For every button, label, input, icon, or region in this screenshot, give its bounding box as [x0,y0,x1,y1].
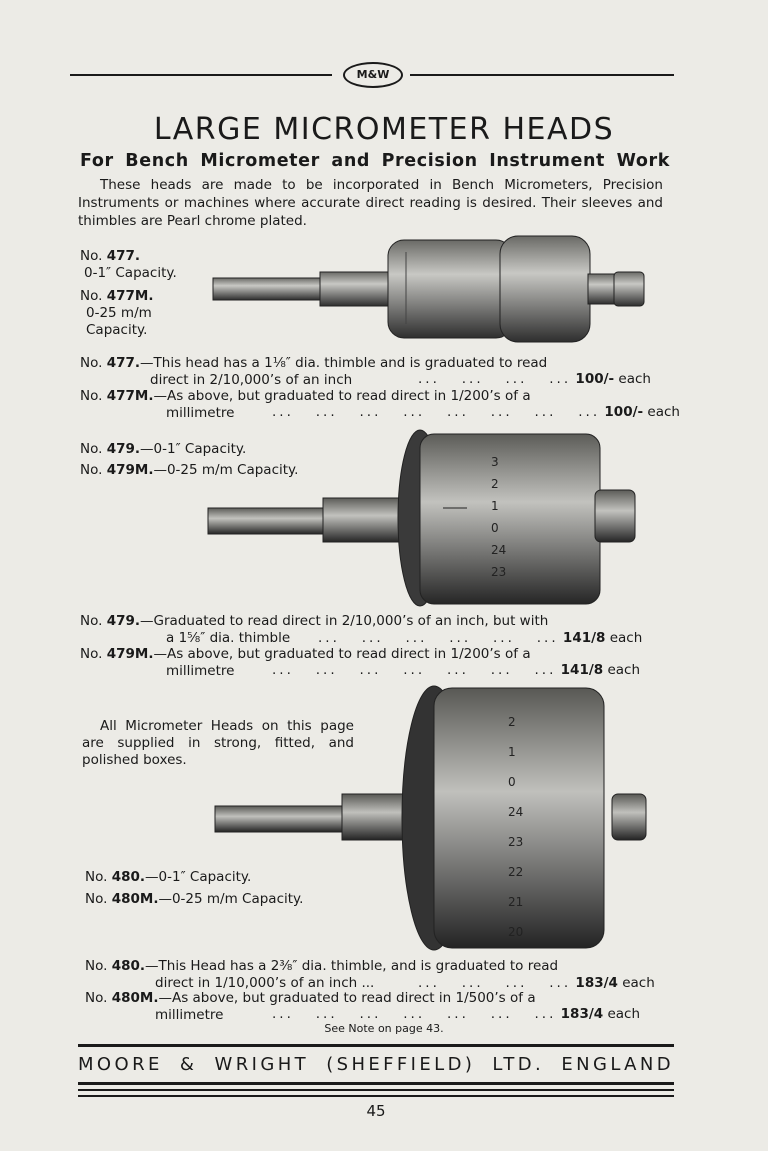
scale-mark: 24 [508,805,524,819]
scale-mark: 3 [491,455,499,469]
intro-paragraph: These heads are made to be incorporated in Bench Micrometers, Precision Instruments or machines where accurate direct reading is desired. Their sleeves and thimbles are Pearl chrome plated. [78,177,663,229]
scale-mark: 21 [508,895,524,909]
scale-mark: 2 [508,715,516,729]
top-rule-left [70,74,332,76]
footer-rule-bottom-1 [78,1082,674,1085]
micrometer-head-480-image [212,682,652,954]
desc-479: No. 479.—Graduated to read direct in 2/10,000’s of an inch, but with a 1⅝″ dia. thimble [80,613,549,646]
desc-477: No. 477.—This head has a 1⅛″ dia. thimble and is graduated to read direct in 2/10,000’s of an inch [80,355,548,388]
scale-mark: 24 [491,543,507,557]
spec-477: No. 477. 0-1″ Capacity. [80,248,177,281]
spec-480m: No. 480M.—0-25 m/m Capacity. [85,891,304,907]
price-479: ... ... ... ... ... ... 141/8 each [318,630,643,646]
spec-479: No. 479.—0-1″ Capacity. [80,441,247,457]
desc-479m: No. 479M.—As above, but graduated to read direct in 1/200’s of a millimetre [80,646,531,679]
top-rule-right [410,74,674,76]
spec-480: No. 480.—0-1″ Capacity. [85,869,252,885]
scale-mark: 23 [491,565,507,579]
scale-mark: 22 [508,865,524,879]
scale-mark: 0 [508,775,516,789]
scale-mark: 0 [491,521,499,535]
desc-480m: No. 480M.—As above, but graduated to read direct in 1/500’s of a millimetre [85,990,536,1023]
page-subtitle: For Bench Micrometer and Precision Instrument Work [80,151,670,171]
mw-logo: M&W [343,62,403,88]
footer-rule-top [78,1044,674,1047]
boxes-note: All Micrometer Heads on this page are supplied in strong, fitted, and polished boxes. [82,718,354,768]
page-note: See Note on page 43. [324,1022,444,1035]
scale-mark: 20 [508,925,524,939]
company-footer: MOORE & WRIGHT (SHEFFIELD) LTD. ENGLAND [78,1054,674,1075]
spec-479m: No. 479M.—0-25 m/m Capacity. [80,462,299,478]
footer-rule-bottom-3 [78,1095,674,1097]
micrometer-head-479-image [205,428,650,608]
desc-477m: No. 477M.—As above, but graduated to read direct in 1/200’s of a millimetre [80,388,531,421]
price-477m: ... ... ... ... ... ... ... ... 100/- each [272,404,680,420]
scale-mark: 23 [508,835,524,849]
page-number: 45 [366,1102,386,1120]
footer-rule-bottom-2 [78,1089,674,1091]
scale-mark: 1 [491,499,499,513]
desc-480: No. 480.—This Head has a 2⅜″ dia. thimble, and is graduated to read direct in 1/10,000’s of an inch ... [85,958,559,991]
spec-477m: No. 477M. 0-25 m/m Capacity. [80,288,154,338]
price-479m: ... ... ... ... ... ... ... 141/8 each [272,662,641,678]
price-480m: ... ... ... ... ... ... ... 183/4 each [272,1006,641,1022]
scale-mark: 2 [491,477,499,491]
price-477: ... ... ... ... 100/- each [418,371,651,387]
price-480: ... ... ... ... 183/4 each [418,975,655,991]
micrometer-head-477-image [210,228,650,354]
page-title: LARGE MICROMETER HEADS [153,112,615,147]
scale-mark: 1 [508,745,516,759]
